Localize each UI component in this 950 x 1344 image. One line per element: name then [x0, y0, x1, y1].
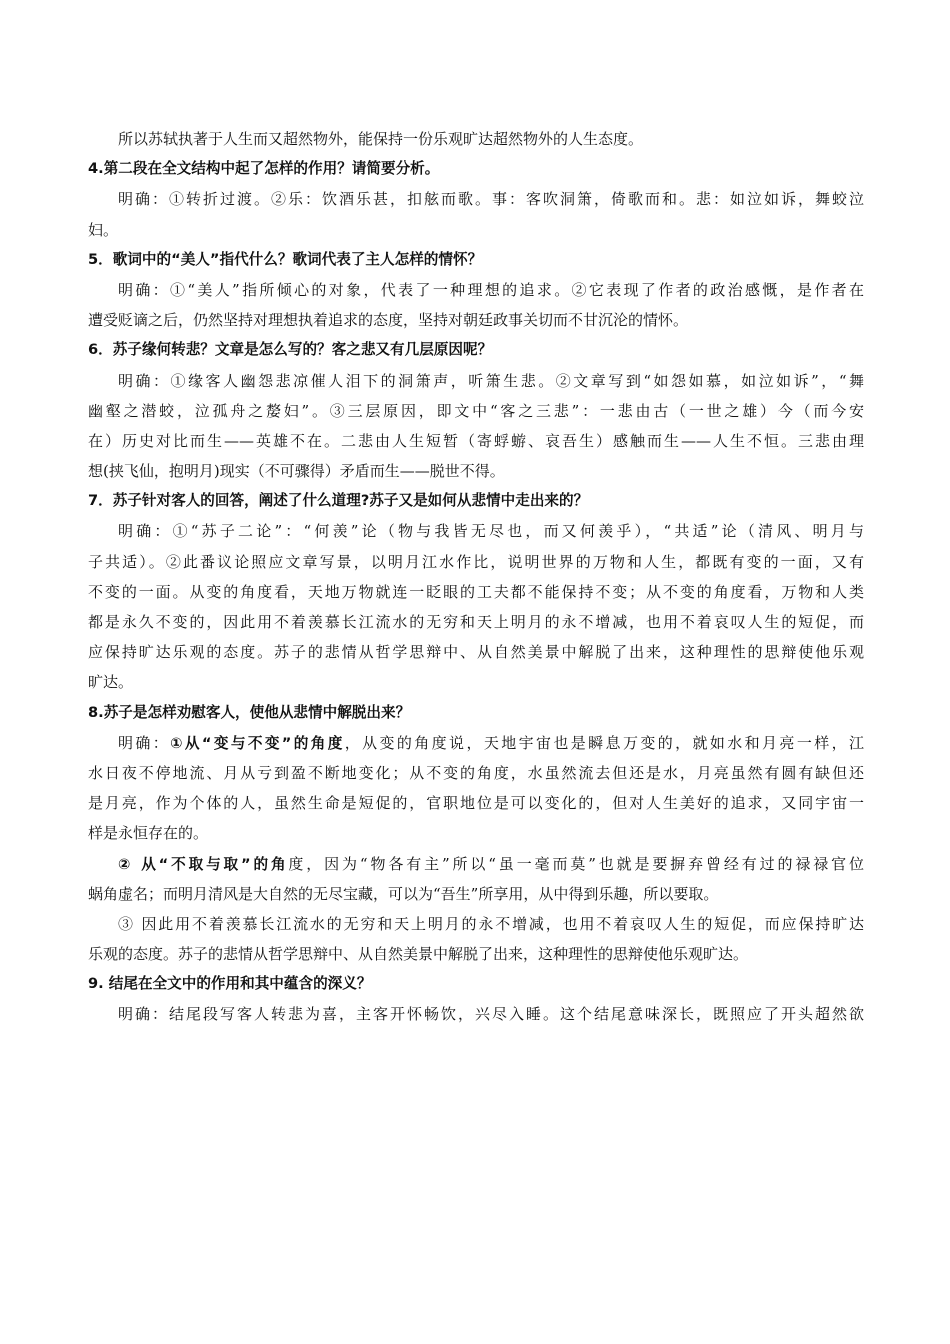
question-5: 5．歌词中的“美人”指代什么？歌词代表了主人怎样的情怀？ — [88, 250, 483, 268]
question-9: 9. 结尾在全文中的作用和其中蕴含的深义？ — [88, 975, 372, 993]
answer-4-line: 妇。 — [88, 220, 119, 239]
answer-6-line: 想(挟飞仙，抱明月)现实（不可骤得）矛盾而生——脱世不得。 — [88, 462, 505, 481]
answer-8-p2-line: 蜗角虚名；而明月清风是大自然的无尽宝藏，可以为“吾生”所享用，从中得到乐趣，所以要取。 — [88, 884, 719, 903]
answer-6-line: 明确：①缘客人幽怨悲凉催人泪下的洞箫声，听箫生悲。②文章写到“如怨如慕，如泣如诉”，“舞 — [118, 371, 864, 390]
answer-8-p2-line — [88, 849, 864, 879]
answer-8-p3-line: ③ 因此用不着羡慕长江流水的无穷和天上明月的永不增减，也用不着哀叹人生的短促，而应保持旷达 — [118, 914, 864, 933]
question-4: 4.第二段在全文结构中起了怎样的作用？请简要分析。 — [88, 160, 440, 178]
answer-7-line: 子共适）。②此番议论照应文章写景，以明月江水作比，说明世界的万物和人生，都既有变的一面，又有 — [88, 552, 864, 571]
answer-8-p1-line — [88, 728, 864, 758]
answer-7-line: 应保持旷达乐观的态度。苏子的悲情从哲学思辩中、从自然美景中解脱了出来，这种理性的思辩使他乐观 — [88, 643, 864, 662]
answer-4-line: 明确：①转折过渡。②乐：饮酒乐甚，扣舷而歌。事：客吹洞箫，倚歌而和。悲：如泣如诉，舞蛟泣 — [118, 190, 864, 209]
answer-8-p1-line: 是月亮，作为个体的人，虽然生命是短促的，官职地位是可以变化的，但对人生美好的追求，又同宇宙一 — [88, 794, 864, 813]
answer-6-line: 在）历史对比而生——英雄不在。二悲由人生短暂（寄蜉蝣、哀吾生）感触而生——人生不恒。三悲由理 — [88, 431, 864, 450]
answer-text: ，从变的角度说，天地宇宙也是瞬息万变的，就如水和月亮一样，江 — [344, 733, 864, 752]
answer-8-p1-line: 样是永恒存在的。 — [88, 824, 209, 843]
intro-line: 所以苏轼执著于人生而又超然物外，能保持一份乐观旷达超然物外的人生态度。 — [118, 130, 644, 148]
answer-6-line: 幽壑之潜蛟，泣孤舟之嫠妇”。③三层原因，即文中“客之三悲”：一悲由古（一世之雄）今（而今安 — [88, 401, 864, 420]
question-7: 7．苏子针对客人的回答，阐述了什么道理?苏子又是如何从悲情中走出来的？ — [88, 492, 589, 510]
question-8: 8.苏子是怎样劝慰客人，使他从悲情中解脱出来？ — [88, 703, 411, 721]
answer-text: 度，因为“物各有主”所以“虽一毫而莫”也就是要摒弃曾经有过的禄禄官位 — [288, 854, 864, 873]
answer-9-line: 明确：结尾段写客人转悲为喜，主客开怀畅饮，兴尽入睡。这个结尾意味深长，既照应了开头超然欲 — [118, 1005, 864, 1024]
answer-5-line: 明确：①“美人”指所倾心的对象，代表了一种理想的追求。②它表现了作者的政治感慨，是作者在 — [118, 280, 864, 299]
answer-5-line: 遭受贬谪之后，仍然坚持对理想执着追求的态度，坚持对朝廷政事关切而不甘沉沦的情怀。 — [88, 311, 689, 330]
answer-lead: 明确： — [118, 733, 171, 752]
emphasis-text: ①从“变与不变”的角度 — [170, 734, 345, 752]
answer-7-line: 都是永久不变的，因此用不着羡慕长江流水的无穷和天上明月的永不增减，也用不着哀叹人生的短促，而 — [88, 613, 864, 631]
answer-7-line: 旷达。 — [88, 673, 134, 692]
question-6: 6．苏子缘何转悲？文章是怎么写的？客之悲又有几层原因呢？ — [88, 341, 493, 359]
document-page — [88, 124, 864, 1030]
answer-8-p1-line: 水日夜不停地流、月从亏到盈不断地变化；从不变的角度，水虽然流去但还是水，月亮虽然有圆有缺但还 — [88, 763, 864, 782]
emphasis-text: ② 从“不取与取”的角 — [118, 855, 289, 873]
answer-7-line: 明确：①“苏子二论”：“何羡”论（物与我皆无尽也，而又何羡乎），“共适”论（清风、明月与 — [118, 522, 864, 541]
answer-7-line: 不变的一面。从变的角度看，天地万物就连一眨眼的工夫都不能保持不变；从不变的角度看，万物和人类 — [88, 582, 864, 601]
answer-8-p3-line: 乐观的态度。苏子的悲情从哲学思辩中、从自然美景中解脱了出来，这种理性的思辩使他乐观旷达。 — [88, 945, 749, 964]
